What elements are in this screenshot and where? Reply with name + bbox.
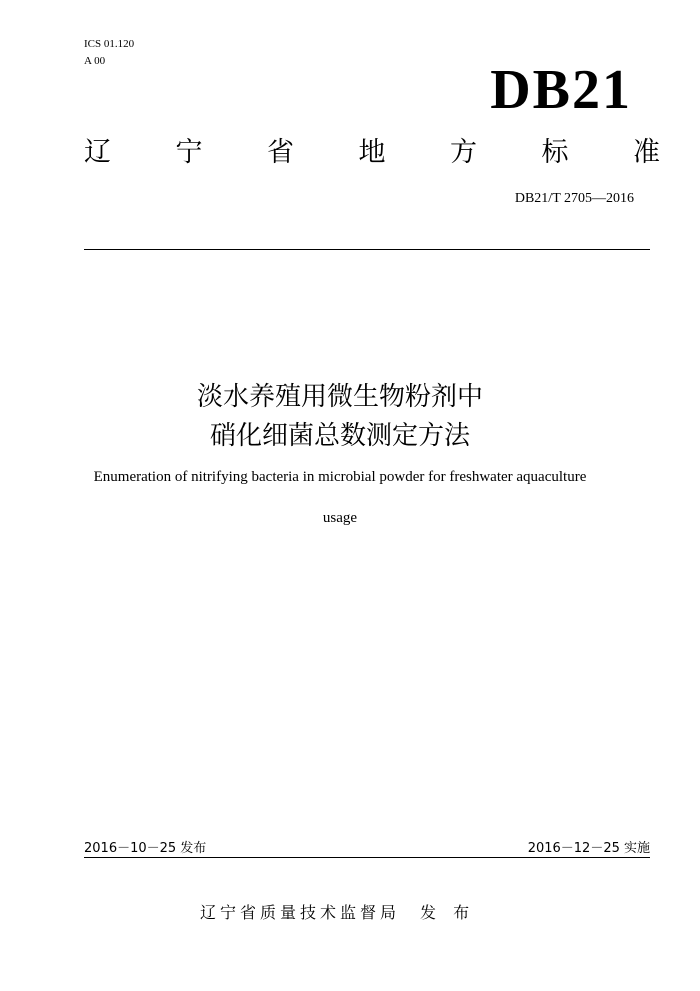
ics-code: ICS 01.120	[84, 38, 135, 50]
classification-code: A 00	[84, 55, 106, 67]
issue-date: 2016－10－25 发布	[84, 841, 207, 856]
issuer-action: 发 布	[420, 903, 476, 922]
issuer-name: 辽宁省质量技术监督局	[200, 903, 401, 922]
standard-type-char: 标	[541, 137, 569, 168]
title-cn-line-1: 淡水养殖用微生物粉剂中	[196, 382, 483, 412]
footer-divider	[84, 857, 650, 858]
title-cn-line-2: 硝化细菌总数测定方法	[209, 421, 470, 451]
standard-number: DB21/T 2705—2016	[514, 191, 634, 206]
title-en-line-2: usage	[322, 510, 358, 526]
implementation-date: 2016－12－25 实施	[527, 841, 650, 856]
header-divider	[84, 249, 650, 250]
standard-type-char: 准	[633, 137, 660, 168]
standard-type-char: 方	[450, 137, 477, 168]
standard-type-char: 地	[358, 137, 386, 168]
issuer-line	[200, 902, 475, 924]
title-en-line-1: Enumeration of nitrifying bacteria in microbial powder for freshwater aquaculture	[93, 469, 587, 485]
standard-type-title	[84, 136, 660, 170]
standard-type-char: 省	[267, 137, 294, 168]
standard-type-char: 宁	[175, 137, 203, 168]
standard-type-char: 辽	[84, 137, 111, 168]
db-logo: DB21	[490, 59, 632, 121]
